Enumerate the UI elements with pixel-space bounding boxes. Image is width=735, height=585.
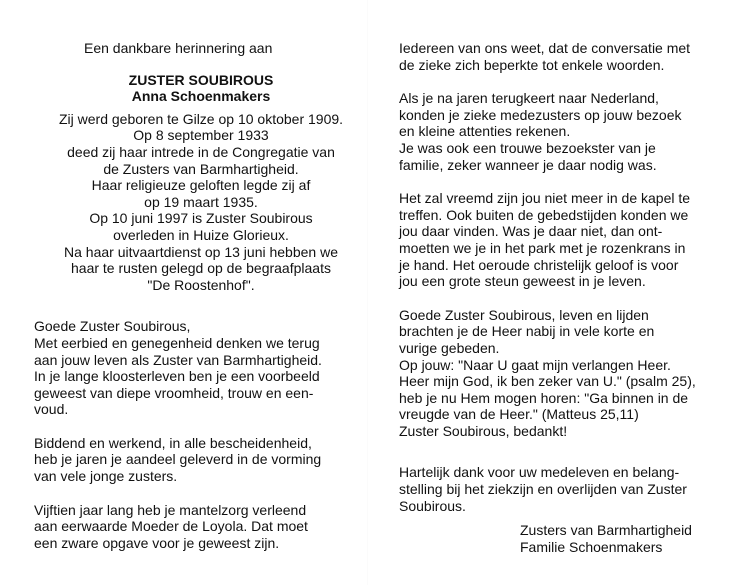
text-line: aan jouw leven als Zuster van Barmhartigheid. bbox=[34, 351, 322, 368]
text-line: Biddend en werkend, in alle bescheidenheid, bbox=[34, 434, 312, 451]
text-line: Het zal vreemd zijn jou niet meer in de kapel te bbox=[399, 190, 691, 207]
text-line: moetten we je in het park met je rozenkrans in bbox=[399, 239, 686, 256]
text-line: Hartelijk dank voor uw medeleven en belang- bbox=[399, 464, 680, 481]
bio-line: Op 10 juni 1997 is Zuster Soubirous bbox=[89, 210, 313, 227]
paragraph-prayer bbox=[399, 307, 701, 440]
text-line: vurige gebeden. bbox=[399, 339, 500, 356]
signatures bbox=[399, 522, 701, 555]
text-line: konden je zieke medezusters op jouw bezoek bbox=[399, 106, 682, 123]
paragraph-work bbox=[34, 435, 368, 485]
bio-line: deed zij haar intrede in de Congregatie van bbox=[67, 143, 335, 160]
bio-line: op 19 maart 1935. bbox=[144, 193, 258, 210]
text-line: de zieke zich beperkte tot enkele woorden. bbox=[399, 56, 665, 73]
text-line: Vijftien jaar lang heb je mantelzorg verleend bbox=[34, 501, 307, 518]
signature-congregation: Zusters van Barmhartigheid bbox=[520, 522, 692, 539]
text-line: treffen. Ook buiten de gebedstijden konden we bbox=[399, 206, 689, 223]
text-line: een zware opgave voor je geweest zijn. bbox=[34, 534, 280, 551]
text-line: Goede Zuster Soubirous, bbox=[34, 318, 191, 335]
text-line: stelling bij het ziekzijn en overlijden van Zuster bbox=[399, 481, 687, 498]
paragraph-remembrance bbox=[34, 318, 368, 418]
text-line: brachten je de Heer nabij in vele korte en bbox=[399, 323, 655, 340]
bio-line: Na haar uitvaartdienst op 13 juni hebben we bbox=[64, 243, 338, 260]
text-line: Met eerbied en genegenheid denken we terug bbox=[34, 334, 320, 351]
text-line: Heer mijn God, ik ben zeker van U." (psalm 25), bbox=[399, 373, 696, 390]
text-line: In je lange kloosterleven ben je een voorbeeld bbox=[34, 368, 320, 385]
intro-text: Een dankbare herinnering aan bbox=[84, 40, 273, 56]
text-line: je hand. Het oeroude christelijk geloof is voor bbox=[399, 256, 679, 273]
text-line: Je was ook een trouwe bezoekster van je bbox=[399, 139, 656, 156]
text-line: familie, zeker wanneer je daar nodig was. bbox=[399, 156, 657, 173]
text-line: Soubirous. bbox=[399, 497, 466, 514]
paragraph-conversation bbox=[399, 40, 701, 73]
deceased-name: ZUSTER SOUBIROUS bbox=[128, 71, 274, 88]
text-line: Als je na jaren terugkeert naar Nederland, bbox=[399, 90, 659, 107]
bio-line: "De Roostenhof". bbox=[147, 276, 255, 293]
text-line: heb je jaren je aandeel geleverd in de vorming bbox=[34, 451, 322, 468]
text-line: heb je nu Hem mogen horen: "Ga binnen in de bbox=[399, 389, 689, 406]
bio-line: de Zusters van Barmhartigheid. bbox=[103, 160, 299, 177]
text-line: Iedereen van ons weet, dat de conversatie met bbox=[399, 40, 691, 56]
paragraph-chapel bbox=[399, 190, 701, 290]
right-panel bbox=[399, 40, 701, 555]
text-line: Goede Zuster Soubirous, leven en lijden bbox=[399, 306, 649, 323]
text-line: en kleine attenties rekenen. bbox=[399, 123, 571, 140]
paragraph-return bbox=[399, 90, 701, 173]
bio-line: Op 8 september 1933 bbox=[133, 127, 269, 144]
signature-family: Familie Schoenmakers bbox=[520, 538, 663, 555]
civil-name: Anna Schoenmakers bbox=[131, 88, 271, 105]
bio-line: Zij werd geboren te Gilze op 10 oktober 1909. bbox=[58, 110, 344, 127]
text-line: jou daar vinden. Was je daar niet, dan ont- bbox=[399, 223, 663, 240]
text-line: van vele jonge zusters. bbox=[34, 468, 178, 485]
text-line: Zuster Soubirous, bedankt! bbox=[399, 422, 568, 439]
text-line: geweest van diepe vroomheid, trouw en een- bbox=[34, 384, 314, 401]
text-line: Op jouw: "Naar U gaat mijn verlangen Heer. bbox=[399, 356, 671, 373]
biography bbox=[34, 111, 368, 294]
left-panel bbox=[34, 40, 368, 551]
thanks-note bbox=[399, 464, 701, 514]
text-line: voud. bbox=[34, 401, 69, 418]
text-line: aan eerwaarde Moeder de Loyola. Dat moet bbox=[34, 518, 308, 535]
bio-line: haar te rusten gelegd op de begraafplaats bbox=[71, 260, 331, 277]
text-line: vreugde van de Heer." (Matteus 25,11) bbox=[399, 406, 639, 423]
text-line: jou een grote steun geweest in je leven. bbox=[399, 273, 646, 290]
bio-line: overleden in Huize Glorieux. bbox=[113, 226, 289, 243]
paragraph-care bbox=[34, 502, 368, 552]
bio-line: Haar religieuze geloften legde zij af bbox=[91, 177, 311, 194]
